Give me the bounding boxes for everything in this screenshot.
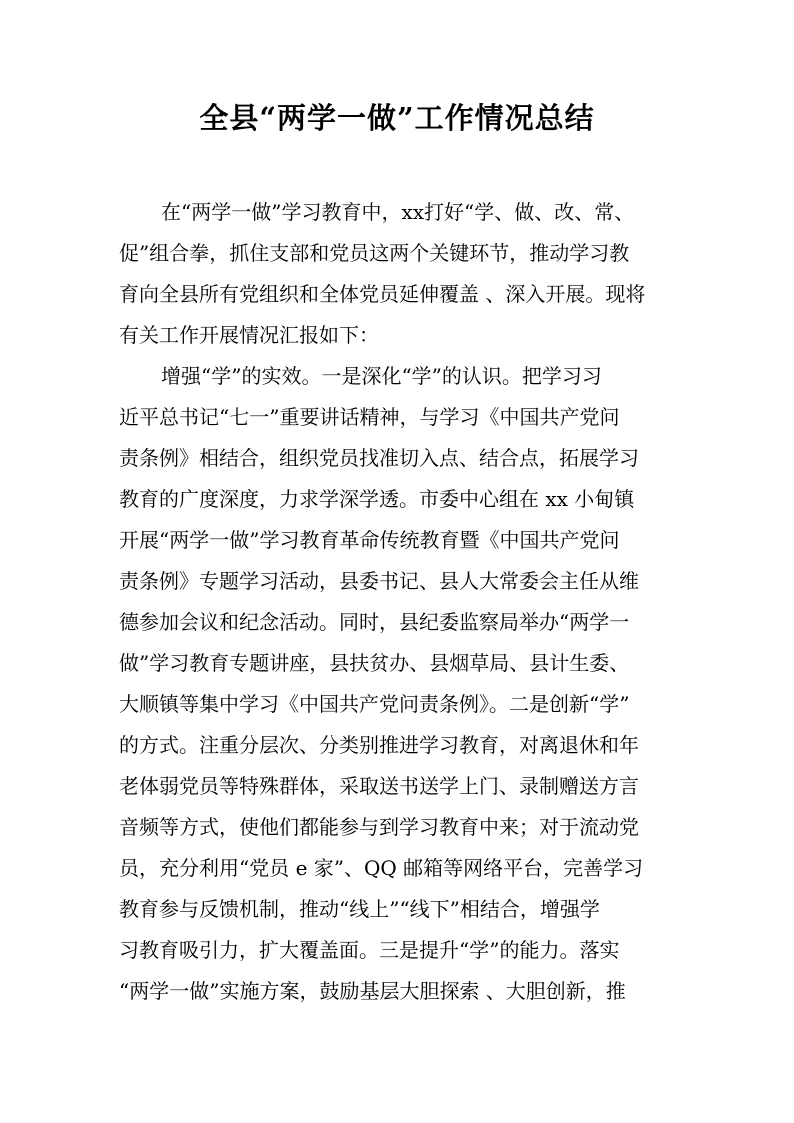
paragraph-line-10: 责条例》专题学习活动，县委书记、县人大常委会主任从维	[119, 569, 639, 593]
paragraph-line-11: 德参加会议和纪念活动。同时，县纪委监察局举办“两学一	[119, 610, 630, 634]
paragraph-line-19: 习教育吸引力，扩大覆盖面。三是提升“学”的能力。落实	[119, 938, 620, 962]
paragraph-line-3: 育向全县所有党组织和全体党员延伸覆盖 、深入开展。现将	[119, 282, 646, 306]
paragraph-line-7: 责条例》相结合，组织党员找准切入点、结合点，拓展学习	[119, 446, 639, 470]
paragraph-line-1: 在“两学一做”学习教育中，xx打好“学、做、改、常、	[161, 200, 635, 224]
paragraph-line-17: 员，充分利用“党员 e 家”、QQ 邮箱等网络平台，完善学习	[119, 856, 644, 880]
paragraph-line-13: 大顺镇等集中学习《中国共产党问责条例》。二是创新“学”	[119, 692, 630, 716]
paragraph-line-4: 有关工作开展情况汇报如下：	[119, 323, 379, 347]
paragraph-line-2: 促”组合拳，抓住支部和党员这两个关键环节，推动学习教	[119, 241, 630, 265]
paragraph-line-16: 音频等方式，使他们都能参与到学习教育中来；对于流动党	[119, 815, 639, 839]
document-title: 全县“两学一做”工作情况总结	[199, 101, 595, 135]
paragraph-line-15: 老体弱党员等特殊群体，采取送书送学上门、录制赠送方言	[119, 774, 639, 798]
paragraph-line-20: “两学一做”实施方案，鼓励基层大胆探索 、大胆创新，推	[119, 979, 626, 1003]
paragraph-line-18: 教育参与反馈机制，推动“线上”“线下”相结合，增强学	[119, 897, 600, 921]
paragraph-line-9: 开展“两学一做”学习教育革命传统教育暨《中国共产党问	[119, 528, 620, 552]
paragraph-line-8: 教育的广度深度，力求学深学透。市委中心组在 xx 小甸镇	[119, 487, 635, 511]
paragraph-line-6: 近平总书记“七一”重要讲话精神，与学习《中国共产党问	[119, 405, 620, 429]
paragraph-line-14: 的方式。注重分层次、分类别推进学习教育，对离退休和年	[119, 733, 639, 757]
paragraph-line-12: 做”学习教育专题讲座，县扶贫办、县烟草局、县计生委、	[119, 651, 630, 675]
paragraph-line-5: 增强“学”的实效。一是深化“学”的认识。把学习习	[161, 364, 602, 388]
